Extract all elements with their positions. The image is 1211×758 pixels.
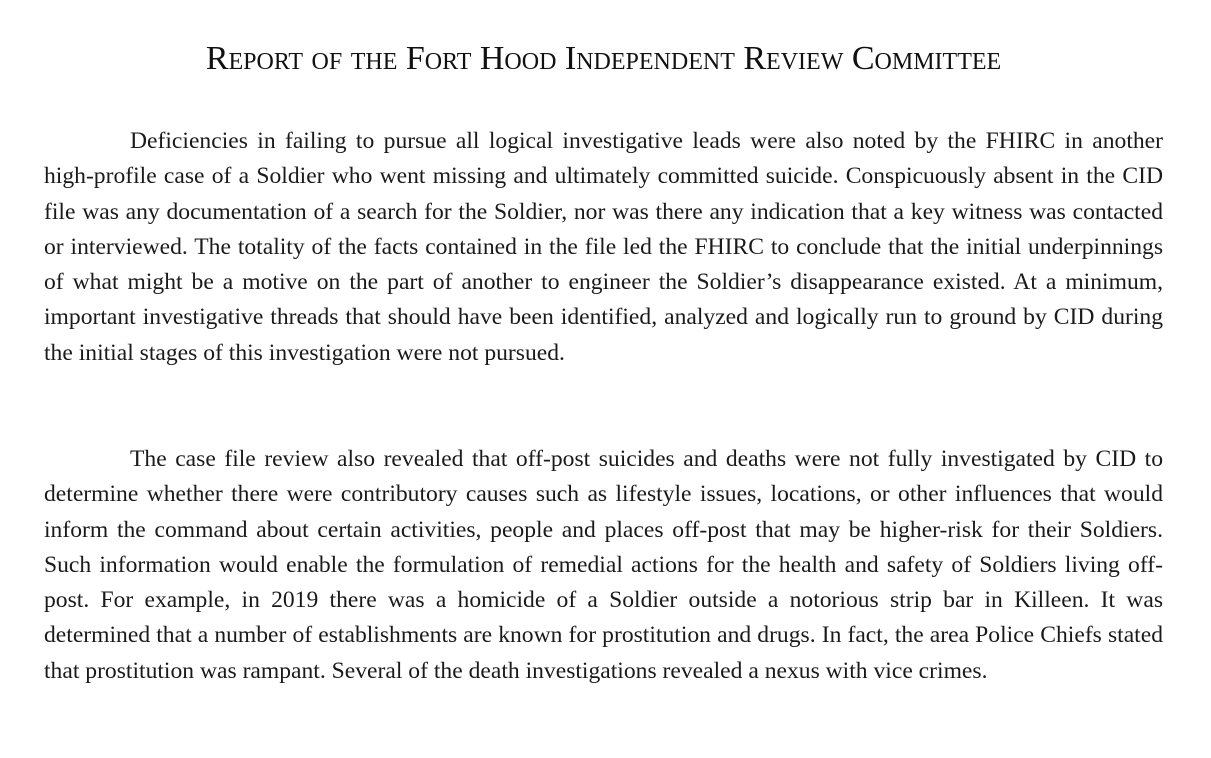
body-paragraph-1: Deficiencies in failing to pursue all logical investigative leads were also noted by the FHIRC in another high-profile case of a Soldier who went missing and ultimately committed suicide. Conspicuously absent in the CID file was any documentation of a search for the Soldier, nor was there any indication that a key witness was contacted or interviewed. The totality of the facts contained in the file led the FHIRC to conclude that the initial underpinnings of what might be a motive on the part of another to engineer the Soldier’s disappearance existed. At a minimum, important investigative threads that should have been identified, analyzed and logically run to ground by CID during the initial stages of this investigation were not pursued. — [44, 128, 1163, 366]
body-paragraph-2: The case file review also revealed that off-post suicides and deaths were not fully investigated by CID to determine whether there were contributory causes such as lifestyle issues, locations, or other influences that would inform the command about certain activities, people and places off-post that may be higher-risk for their Soldiers. Such information would enable the formulation of remedial actions for the health and safety of Soldiers living off-post. For example, in 2019 there was a homicide of a Soldier outside a notorious strip bar in Killeen. It was determined that a number of establishments are known for prostitution and drugs. In fact, the area Police Chiefs stated that prostitution was rampant. Several of the death investigations revealed a nexus with vice crimes. — [44, 446, 1163, 684]
page-header-title: Report of the Fort Hood Independent Review Committee — [205, 40, 1002, 77]
